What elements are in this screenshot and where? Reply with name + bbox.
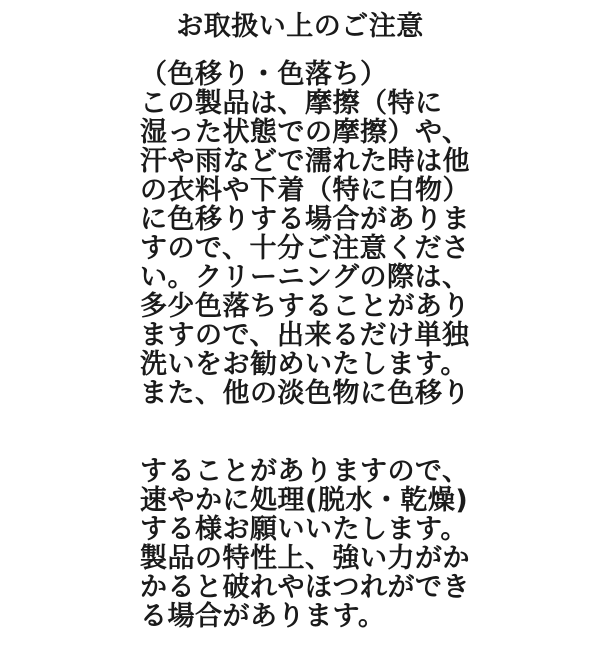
text-line: る場合があります。 xyxy=(140,601,386,632)
text-line: この製品は、摩擦（特に xyxy=(140,88,443,119)
text-line: （色移り・色落ち） xyxy=(140,59,388,90)
text-line: の衣料や下着（特に白物） xyxy=(140,175,470,206)
text-line: 湿った状態での摩擦）や、 xyxy=(140,117,470,148)
text-line: かると破れやほつれができ xyxy=(140,572,470,603)
notice-body xyxy=(140,60,600,631)
text-line: すので、十分ご注意くださ xyxy=(140,233,470,264)
text-line: 洗いをお勧めいたします。 xyxy=(140,349,468,380)
notice-paragraph-color-transfer xyxy=(140,60,600,408)
notice-paragraph-handling xyxy=(140,457,600,631)
text-line: 多少色落ちすることがあり xyxy=(140,291,470,322)
text-line: に色移りする場合がありま xyxy=(140,204,470,235)
text-line: する様お願いいたします。 xyxy=(140,514,468,545)
notice-title: お取扱い上のご注意 xyxy=(176,11,424,42)
text-line: することがありますので、 xyxy=(140,456,470,487)
text-line: い。クリーニングの際は、 xyxy=(140,262,470,293)
text-line: 汗や雨などで濡れた時は他 xyxy=(140,146,470,177)
text-line: ますので、出来るだけ単独 xyxy=(140,320,470,351)
text-line: 速やかに処理(脱水・乾燥) xyxy=(140,485,469,516)
text-line: 製品の特性上、強い力がか xyxy=(140,543,470,574)
text-line: また、他の淡色物に色移り xyxy=(140,378,470,409)
